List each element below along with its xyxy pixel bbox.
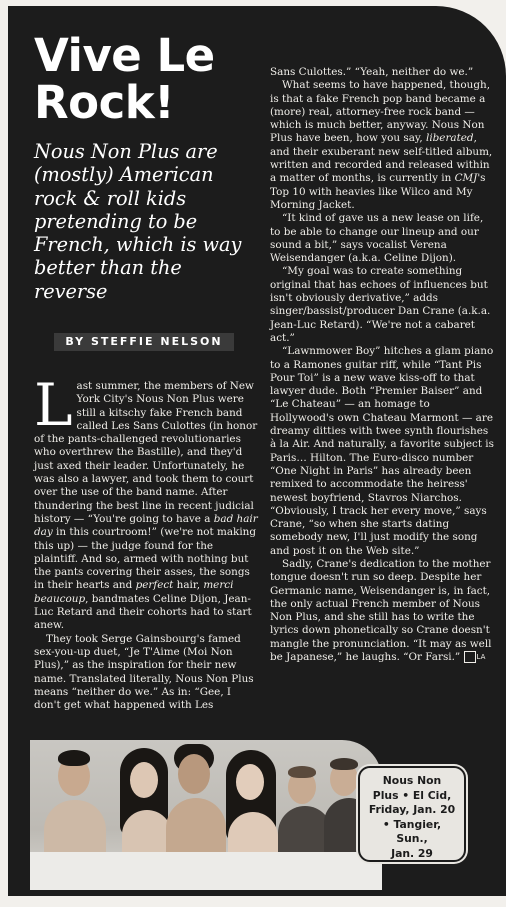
paragraph-8: Sadly, Crane's dedication to the mother tongue doesn't run so deep. Despite her Germanic name, Weisendanger is, in fact, the only actual French member of Nous Non Plus, and she still has to write the lyrics down phonetically so Crane doesn't mangle the pronunciation. “It may as well be Japanese,” he laughs. “Or Farsi.” LA	[270, 557, 492, 664]
bedsheet	[30, 852, 382, 890]
right-column	[270, 66, 496, 664]
band-member-head	[178, 754, 210, 794]
paragraph-2: They took Serge Gainsbourg's famed sex-you-up duet, “Je T'Aime (Moi Non Plus),” as the inspiration for their new name. Translated literally, Nous Non Plus means “neither do we.” As in: “Gee, I don't get what happened with Les	[34, 632, 254, 712]
caption-line-5: Jan. 29	[391, 846, 433, 860]
paragraph-7: “Lawnmower Boy” hitches a glam piano to a Ramones guitar riff, while “Tant Pis Pour Toi” is a new wave kiss-off to that lawyer dude. Both “Premier Baiser” and “Le Chateau” — an homage to Hollywood's own Chateau Marmont — are dreamy ditties with twee synth flourishes à la Air. And naturally, a favorite subject is Paris… Hilton. The Euro-disco number “One Night in Paris” has already been remixed to accommodate the heiress' newest boyfriend, Stavros Niarchos. “Obviously, I track her every move,” says Crane, “so when she starts dating somebody new, I'll just modify the song and post it on the Web site.”	[270, 345, 494, 557]
headline-line-2: Rock!	[34, 76, 175, 129]
caption-line-4: • Tangier, Sun.,	[382, 817, 442, 845]
band-photo	[30, 740, 382, 890]
caption-line-1: Nous Non	[382, 774, 442, 787]
subtitle: Nous Non Plus are (mostly) American rock & roll kids pretending to be French, which is way better than the reverse	[34, 140, 242, 303]
event-caption	[358, 766, 466, 862]
paragraph-3: Sans Culottes.” “Yeah, neither do we.”	[270, 66, 474, 78]
paragraph-6: “My goal was to create something original that has echoes of influences but isn't obviously derivative,” adds singer/bassist/producer Dan Crane (a.k.a. Jean-Luc Retard). “We're not a cabaret act.”	[270, 265, 491, 344]
band-member-head	[236, 764, 264, 800]
band-member-hair	[288, 766, 316, 778]
headline-line-1: Vive Le	[34, 29, 215, 82]
band-member-hair	[330, 758, 358, 770]
end-mark: LA	[464, 651, 476, 663]
left-column	[34, 371, 258, 712]
paragraph-1: Last summer, the members of New York City's Nous Non Plus were still a kitschy fake French band called Les Sans Culottes (in honor of the pants-challenged revolutionaries who overthrew the Bastille), and they'd just axed their leader. Unfortunately, he was also a lawyer, and took them to court over the use of the band name. After thundering the best line in recent judicial history — “You're going to have a bad hair day in this courtroom!” (we're not making this up) — the judge found for the plaintiff. And so, armed with nothing but the pants covering their asses, the songs in their hearts and perfect hair, merci beaucoup, bandmates Celine Dijon, Jean-Luc Retard and their cohorts had to start anew.	[34, 371, 258, 632]
band-member-hair	[58, 750, 90, 766]
headline	[34, 29, 254, 129]
caption-line-3: Friday, Jan. 20	[368, 803, 456, 816]
paragraph-4: What seems to have happened, though, is that a fake French pop band became a (more) real, attorney-free rock band — which is much better, anyway. Nous Non Plus have been, how you say, liberated, and their exuberant new self-titled album, written and recorded and released within a matter of months, is currently in CMJ's Top 10 with heavies like Wilco and My Morning Jacket.	[270, 79, 493, 211]
band-member-head	[130, 762, 158, 798]
byline: BY STEFFIE NELSON	[54, 333, 234, 351]
paragraph-5: “It kind of gave us a new lease on life, to be able to change our lineup and our sound a bit,” says vocalist Verena Weisendanger (a.k.a. Celine Dijon).	[270, 212, 484, 265]
caption-line-2: Plus • El Cid,	[372, 788, 452, 802]
drop-cap: L	[34, 371, 73, 439]
